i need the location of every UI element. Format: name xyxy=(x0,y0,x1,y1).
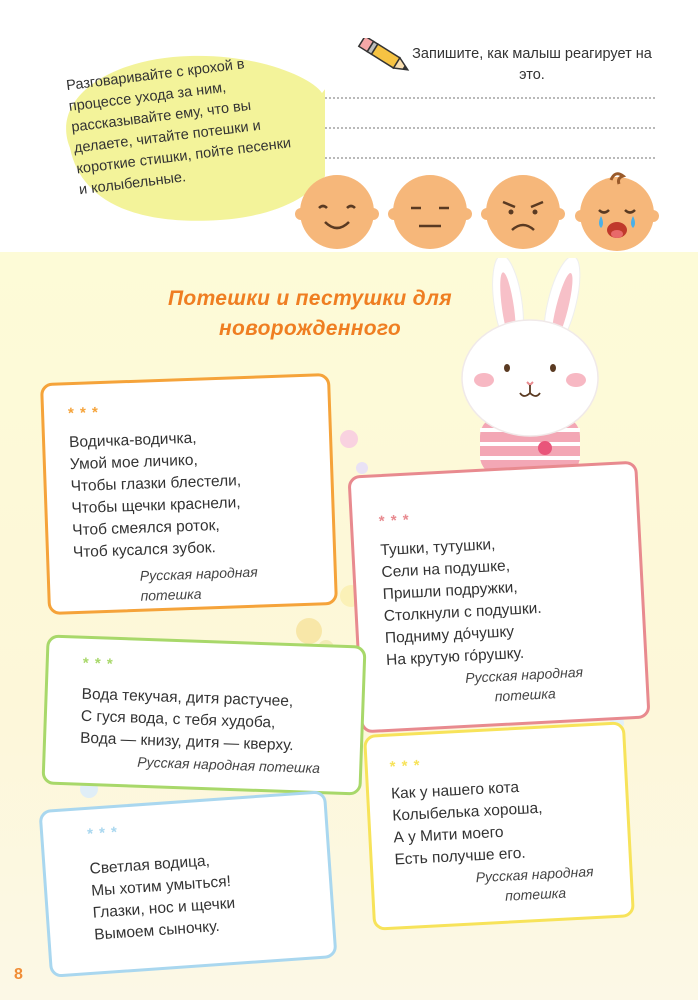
bunny-illustration xyxy=(450,258,600,473)
decorative-dot xyxy=(356,462,368,474)
stars-decoration: * * * xyxy=(67,404,100,423)
poem-text: Водичка-водичка, Умой мое личико, Чтобы глазки блестели, Чтобы щечки краснели, Чтоб смеялся роток, Чтоб кусался зубок. xyxy=(68,429,242,562)
poem-text: Тушки, тутушки, Сели на подушке, Пришли подружки, Столкнули с подушки. Подниму до́чушку На крутую го́рушку. xyxy=(379,536,543,669)
smiling-face-icon xyxy=(295,175,379,249)
decorative-dot xyxy=(340,430,358,448)
poem-source: Русская народная потешка xyxy=(137,753,321,777)
stars-decoration: * * * xyxy=(378,511,411,531)
note-instruction: Запишите, как малыш реагирует на это. xyxy=(412,46,652,83)
stars-decoration: * * * xyxy=(389,757,422,776)
neutral-face-icon xyxy=(388,175,472,249)
poem-text: Светлая водица, Мы хотим умыться! Глазки, нос и щечки Вымоем сыночку. xyxy=(89,852,236,944)
section-title: Потешки и пестушки для новорожденного xyxy=(168,287,452,340)
decorative-dot xyxy=(296,618,322,644)
poem-source: Русская народная потешка xyxy=(139,563,258,604)
poem-source: Русская народная потешка xyxy=(475,863,594,904)
poem-card xyxy=(41,634,366,795)
tip-text: Разговаривайте с крохой в процессе ухода за ним, рассказывайте ему, что вы делаете, читайте потешки и короткие стишки, пойте песенки и колыбельные. xyxy=(65,56,292,199)
page-number: 8 xyxy=(14,966,23,983)
answer-line xyxy=(325,157,655,159)
poem-card xyxy=(38,790,337,978)
poem-text: Вода текучая, дитя растучее, С гуся вода, с тебя худоба, Вода — книзу, дитя — кверху. xyxy=(79,685,294,755)
pencil-icon xyxy=(352,38,416,72)
reaction-faces xyxy=(295,172,665,252)
poem-text: Как у нашего кота Колыбелька хороша, А у Мити моего Есть получше его. xyxy=(390,778,543,869)
poem-card xyxy=(40,373,338,615)
angry-face-icon xyxy=(481,175,565,249)
poem-source: Русская народная потешка xyxy=(464,663,584,705)
answer-line xyxy=(325,97,655,99)
stars-decoration: * * * xyxy=(86,823,119,843)
poem-card xyxy=(347,461,650,734)
stars-decoration: * * * xyxy=(82,654,114,673)
crying-face-icon xyxy=(575,174,659,251)
poem-card xyxy=(363,721,635,930)
answer-line xyxy=(325,127,655,129)
